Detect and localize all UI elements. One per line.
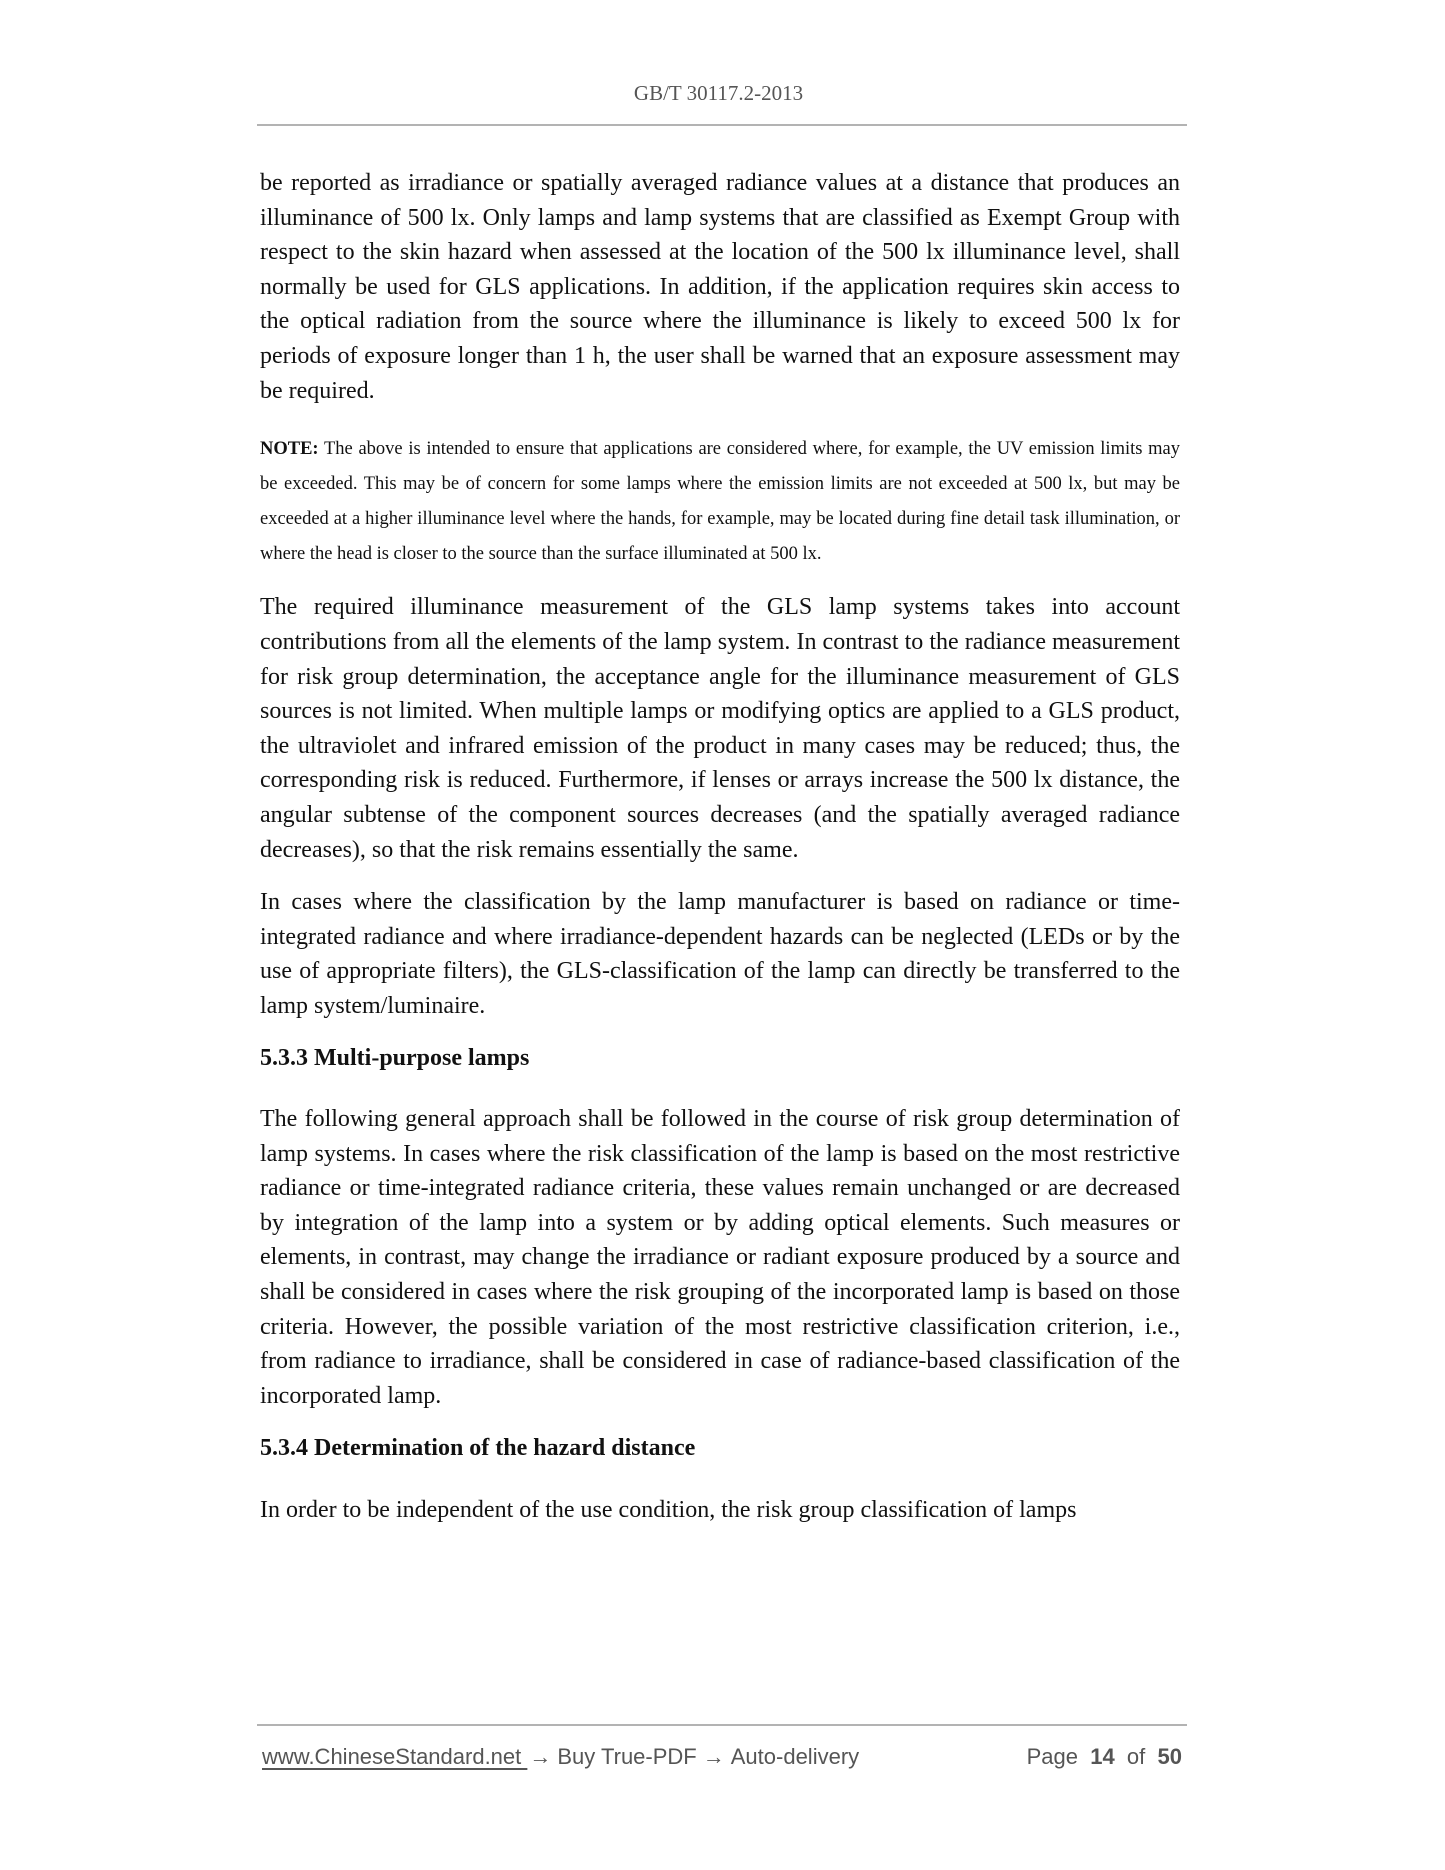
footer-divider (257, 1724, 1187, 1726)
current-page: 14 (1090, 1744, 1115, 1769)
right-arrow-icon: → (529, 1744, 552, 1769)
document-header-title: GB/T 30117.2-2013 (633, 81, 804, 105)
paragraph-2: The required illuminance measurement of the GLS lamp systems takes into account contributions from all the elements of the lamp system. In contrast to the radiance measurement for risk group determination, the acceptance angle for the illuminance measurement of GLS sources is not limited. When multiple lamps or modifying optics are applied to a GLS product, the ultraviolet and infrared emission of the product in many cases may be reduced; thus, the corresponding risk is reduced. Furthermore, if lenses or arrays increase the 500 lx distance, the angular subtense of the component sources decreases (and the spatially averaged radiance decreases), so that the risk remains essentially the same. (260, 594, 1180, 863)
paragraph-4: The following general approach shall be followed in the course of risk group determination of lamp systems. In cases where the risk classification of the lamp is based on the most restrictive radiance or time-integrated radiance criteria, these values remain unchanged or are decreased by integration of the lamp into a system or by adding optical elements. Such measures or elements, in contrast, may change the irradiance or radiant exposure produced by a source and shall be considered in cases where the risk grouping of the incorporated lamp is based on those criteria. However, the possible variation of the most restrictive classification criterion, i.e., from radiance to irradiance, shall be considered in case of radiance-based classification of the incorporated lamp. (260, 1106, 1180, 1409)
footer-purchase-path (262, 1742, 859, 1772)
section-heading-5-3-4: 5.3.4 Determination of the hazard distance (260, 1435, 696, 1462)
auto-delivery-text: Auto-delivery (730, 1744, 860, 1769)
paragraph-3: In cases where the classification by the lamp manufacturer is based on radiance or time-integrated radiance and where irradiance-dependent hazards can be neglected (LEDs or by the use of appropriate filters), the GLS-classification of the lamp can directly be transferred to the lamp system/luminaire. (260, 889, 1180, 1019)
header-divider (257, 124, 1187, 126)
note-label: NOTE: (260, 439, 319, 460)
website-link[interactable]: www.ChineseStandard.net (262, 1744, 528, 1769)
paragraph-5: In order to be independent of the use condition, the risk group classification of lamps (260, 1497, 1077, 1523)
total-pages: 50 (1157, 1744, 1182, 1769)
note-block (260, 432, 1180, 571)
section-heading-5-3-3: 5.3.3 Multi-purpose lamps (260, 1045, 530, 1072)
paragraph-1: be reported as irradiance or spatially averaged radiance values at a distance that produces an illuminance of 500 lx. Only lamps and lamp systems that are classified as Exempt Group with respect to the skin hazard when assessed at the location of the 500 lx illuminance level, shall normally be used for GLS applications. In addition, if the application requires skin access to the optical radiation from the source where the illuminance is likely to exceed 500 lx for periods of exposure longer than 1 h, the user shall be warned that an exposure assessment may be required. (260, 170, 1180, 404)
page-of-label: of (1126, 1744, 1146, 1769)
buy-true-pdf-text: Buy True-PDF (557, 1744, 697, 1769)
page-label: Page (1026, 1744, 1078, 1769)
note-text: The above is intended to ensure that applications are considered where, for example, the UV emission limits may be exceeded. This may be of concern for some lamps where the emission limits are not exceeded at 500 lx, but may be exceeded at a higher illuminance level where the hands, for example, may be located during fine detail task illumination, or where the head is closer to the source than the surface illuminated at 500 lx. (260, 439, 1180, 564)
page-number (1027, 1742, 1182, 1772)
document-body (260, 166, 1180, 1528)
page-footer (262, 1742, 1182, 1772)
right-arrow-icon: → (702, 1744, 725, 1769)
